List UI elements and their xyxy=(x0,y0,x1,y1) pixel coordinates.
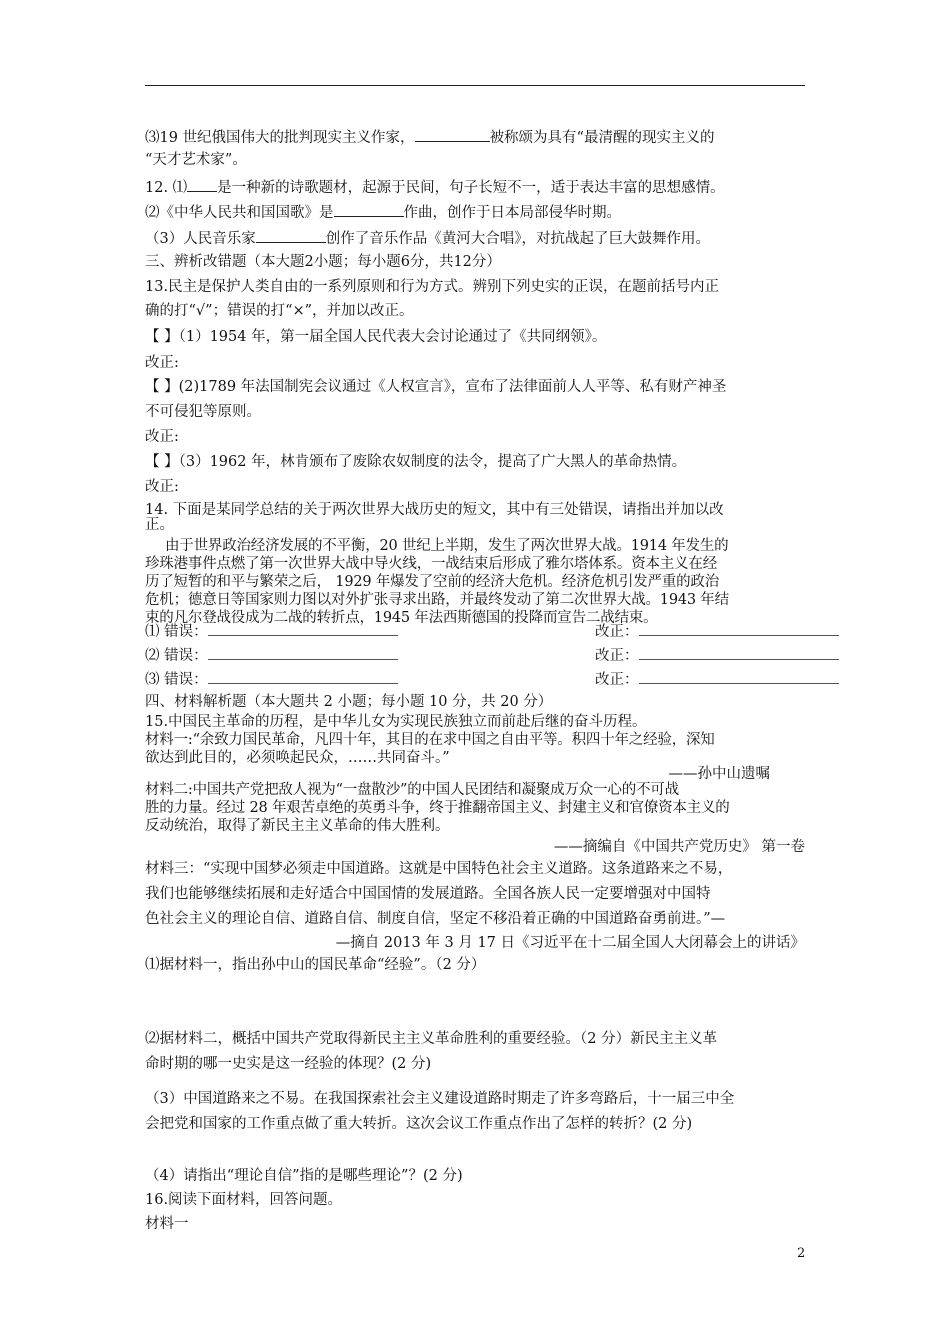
q11-3-text-post: 被称颂为具有“最清醒的现实主义的 xyxy=(489,130,715,146)
header-rule xyxy=(145,85,805,86)
q15-question-2b: 命时期的哪一史实是这一经验的体现？(2 分) xyxy=(145,1056,432,1072)
fix-label: 改正： xyxy=(595,672,639,688)
q15-material-1a: 材料一:“余致力国民革命，凡四十年，其目的在求中国之自由平等。积四十年之经验，深知 xyxy=(145,732,715,748)
q12-3-text: （3）人民音乐家 xyxy=(145,231,256,247)
q12-2-text-post: 作曲，创作于日本局部侵华时期。 xyxy=(403,205,621,221)
q15-material-2b: 胜的力量。经过 28 年艰苦卓绝的英勇斗争，终于推翻帝国主义、封建主义和官僚资本主义的 xyxy=(145,800,730,816)
fix-group xyxy=(595,669,839,689)
q15-question-2a: ⑵据材料二，概括中国共产党取得新民主主义革命胜利的重要经验。（2 分）新民主主义革 xyxy=(145,1031,718,1047)
q15-question-4: （4）请指出“理论自信”指的是哪些理论”？(2 分) xyxy=(145,1168,463,1184)
q15-material-3-source: —摘自 2013 年 3 月 17 日《习近平在十二届全国人大闭幕会上的讲话》 xyxy=(335,935,805,951)
q12-1-text-post: 是一种新的诗歌题材，起源于民间，句子长短不一，适于表达丰富的思想感情。 xyxy=(217,180,725,196)
fix-group xyxy=(595,621,839,641)
error-answer-line[interactable] xyxy=(208,621,398,636)
section-4-heading: 四、材料解析题（本大题共 2 小题；每小题 10 分，共 20 分） xyxy=(145,694,553,710)
q15-material-3a: 材料三：“实现中国梦必须走中国道路。这就是中国特色社会主义道路。这条道路来之不易， xyxy=(145,861,733,877)
q15-material-2a: 材料二:中国共产党把敌人视为“一盘散沙”的中国人民团结和凝聚成万众一心的不可战 xyxy=(145,782,679,798)
q12-2-text: ⑵《中华人民共和国国歌》是 xyxy=(145,205,334,221)
q14-answer-row-1 xyxy=(145,621,639,641)
error-label: ⑵ 错误： xyxy=(145,648,208,664)
answer-blank[interactable] xyxy=(415,127,490,142)
q13-intro-1: 13.民主是保护人类自由的一系列原则和行为方式。辨别下列史实的正误，在题前括号内正 xyxy=(145,279,720,295)
q13-item-2: 【 】(2)1789 年法国制宪会议通过《人权宣言》，宣布了法律面前人人平等、私有财产神圣 xyxy=(145,379,727,395)
answer-blank[interactable] xyxy=(187,177,217,192)
q12-3-text-post: 创作了音乐作品《黄河大合唱》，对抗战起了巨大鼓舞作用。 xyxy=(325,231,710,247)
section-3-heading: 三、辨析改错题（本大题2小题；每小题6分，共12分） xyxy=(145,254,501,270)
q14-passage-1: 由于世界政治经济发展的不平衡，20 世纪上半期，发生了两次世界大战。1914 年发生的 xyxy=(165,538,729,554)
page-number: 2 xyxy=(797,1246,806,1261)
q12-3-line xyxy=(145,228,710,248)
q15-material-1-source: ——孙中山遗嘱 xyxy=(668,766,770,782)
q15-material-3c: 色社会主义的理论自信、道路自信、制度自信，坚定不移沿着正确的中国道路奋勇前进。”— xyxy=(145,911,726,927)
q14-answer-row-2 xyxy=(145,645,639,665)
q13-item-2-cont: 不可侵犯等原则。 xyxy=(145,404,261,420)
q11-3-cont: “天才艺术家”。 xyxy=(145,152,247,168)
q11-3-text: ⑶19 世纪俄国伟大的批判现实主义作家， xyxy=(145,130,415,146)
q15-material-2c: 反动统治，取得了新民主主义革命的伟大胜利。 xyxy=(145,818,450,834)
q15-question-1: ⑴据材料一，指出孙中山的国民革命“经验”。（2 分） xyxy=(145,957,486,973)
q11-3-line xyxy=(145,127,714,147)
fix-answer-line[interactable] xyxy=(639,645,839,660)
q14-passage-5: 束的凡尔登战役成为二战的转折点，1945 年法西斯德国的投降而宣告二战结束。 xyxy=(145,610,658,626)
q15-intro: 15.中国民主革命的历程，是中华儿女为实现民族独立而前赴后继的奋斗历程。 xyxy=(145,714,647,730)
q16-intro: 16.阅读下面材料，回答问题。 xyxy=(145,1192,343,1208)
fix-label: 改正： xyxy=(595,648,639,664)
q15-question-3a: （3）中国道路来之不易。在我国探索社会主义建设道路时期走了许多弯路后，十一届三中全 xyxy=(145,1091,735,1107)
q14-intro-1: 14. 下面是某同学总结的关于两次世界大战历史的短文，其中有三处错误，请指出并加以改 xyxy=(145,502,724,518)
q12-1-line xyxy=(145,177,725,197)
q15-question-3b: 会把党和国家的工作重点做了重大转折。这次会议工作重点作出了怎样的转折？(2 分) xyxy=(145,1116,693,1132)
q15-material-1b: 欲达到此目的，必须唤起民众，……共同奋斗。” xyxy=(145,750,450,766)
error-answer-line[interactable] xyxy=(208,645,398,660)
q13-item-1: 【 】（1）1954 年，第一届全国人民代表大会讨论通过了《共同纲领》。 xyxy=(145,329,607,345)
answer-blank[interactable] xyxy=(256,228,326,243)
q14-answer-row-3 xyxy=(145,669,639,689)
q13-correct-label-1: 改正: xyxy=(145,355,179,371)
q15-material-3b: 我们也能够继续拓展和走好适合中国国情的发展道路。全国各族人民一定要增强对中国特 xyxy=(145,886,711,902)
q14-passage-2: 珍珠港事件点燃了第一次世界大战中导火线，一战结束后形成了雅尔塔体系。资本主义在经 xyxy=(145,556,717,572)
q14-intro-2: 正。 xyxy=(145,517,174,533)
q12-1-text: 12. ⑴ xyxy=(145,180,188,196)
q12-2-line xyxy=(145,202,621,222)
fix-group xyxy=(595,645,839,665)
q13-correct-label-3: 改正: xyxy=(145,479,179,495)
q13-intro-2: 确的打“√”；错误的打“×”，并加以改正。 xyxy=(145,303,414,319)
q13-correct-label-2: 改正: xyxy=(145,429,179,445)
q14-passage-3: 历了短暂的和平与繁荣之后， 1929 年爆发了空前的经济大危机。经济危机引发严重的政治 xyxy=(145,574,720,590)
fix-answer-line[interactable] xyxy=(639,669,839,684)
error-label: ⑶ 错误： xyxy=(145,672,208,688)
q15-material-2-source: ——摘编自《中国共产党历史》 第一卷 xyxy=(553,839,805,855)
q14-passage-4: 危机；德意日等国家则力图以对外扩张寻求出路，并最终发动了第二次世界大战。1943 年结 xyxy=(145,592,729,608)
fix-answer-line[interactable] xyxy=(639,621,839,636)
q16-material-1: 材料一 xyxy=(145,1216,189,1232)
answer-blank[interactable] xyxy=(334,202,404,217)
fix-label: 改正： xyxy=(595,624,639,640)
error-answer-line[interactable] xyxy=(208,669,398,684)
error-label: ⑴ 错误： xyxy=(145,624,208,640)
q13-item-3: 【 】（3）1962 年，林肯颁布了废除农奴制度的法令，提高了广大黑人的革命热情。 xyxy=(145,454,687,470)
